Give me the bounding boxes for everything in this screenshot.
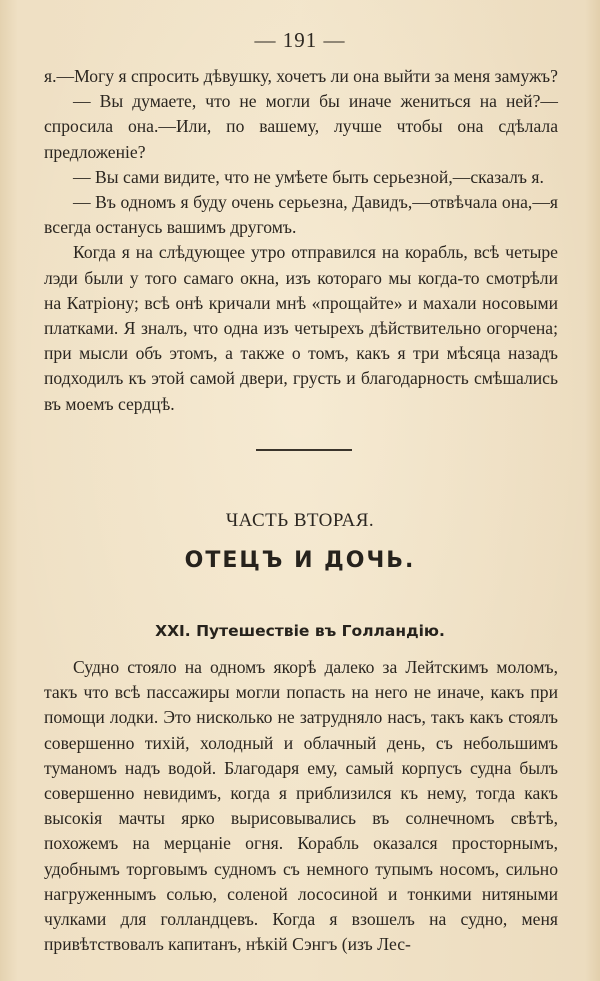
- paragraph: — Въ одномъ я буду очень серьезна, Давидъ,—отвѣчала она,—я всегда останусь вашимъ другомъ.: [44, 192, 558, 238]
- book-title: ОТЕЦЪ И ДОЧЬ.: [184, 548, 416, 573]
- paragraph: — Вы сами видите, что не умѣете быть серьезной,—сказалъ я.: [73, 166, 544, 187]
- chapter-body: [44, 655, 558, 957]
- chapter-title: XXI. Путешествіе въ Голландію.: [155, 622, 445, 640]
- paragraph: Когда я на слѣдующее утро отправился на корабль, всѣ четыре лэди были у того самаго окна, изъ котораго мы когда-то смотрѣли на Катріону; всѣ онѣ кричали мнѣ «прощайте» и махали носовыми платками. Я зналъ, что одна изъ четырехъ дѣйствительно огорчена; при мысли объ этомъ, а также о томъ, какъ я три мѣсяца назадъ подходилъ къ этой самой двери, грусть и благодарность смѣшались въ моемъ сердцѣ.: [44, 242, 558, 414]
- paragraph: я.—Могу я спросить дѣвушку, хочетъ ли она выйти за меня замужъ?: [44, 66, 558, 86]
- part-title: ЧАСТЬ ВТОРАЯ.: [225, 510, 375, 531]
- section-divider: [256, 449, 352, 451]
- page-number: — 191 —: [254, 28, 346, 52]
- dialogue-section: [44, 64, 558, 417]
- paragraph: — Вы думаете, что не могли бы иначе жениться на ней?—спросила она.—Или, по вашему, лучше чтобы она сдѣлала предложеніе?: [44, 91, 558, 162]
- paragraph: Судно стояло на одномъ якорѣ далеко за Лейтскимъ моломъ, такъ что всѣ пассажиры могли попасть на него не иначе, какъ при помощи лодки. Это нисколько не затрудняло насъ, такъ какъ стоялъ совершенно тихій, холодный и облачный день, съ небольшимъ туманомъ надъ водой. Благодаря ему, самый корпусъ судна былъ совершенно невидимъ, когда я приблизился къ нему, тогда какъ высокія мачты ярко вырисовывались въ солнечномъ свѣтѣ, похожемъ на мерцаніе огня. Корабль оказался просторнымъ, удобнымъ торговымъ судномъ съ немного тупымъ носомъ, сильно нагруженнымъ солью, соленой лососиной и тонкими нитяными чулками для голландцевъ. Когда я взошелъ на судно, меня привѣтствовалъ капитанъ, нѣкій Сэнгъ (изъ Лес-: [44, 657, 558, 955]
